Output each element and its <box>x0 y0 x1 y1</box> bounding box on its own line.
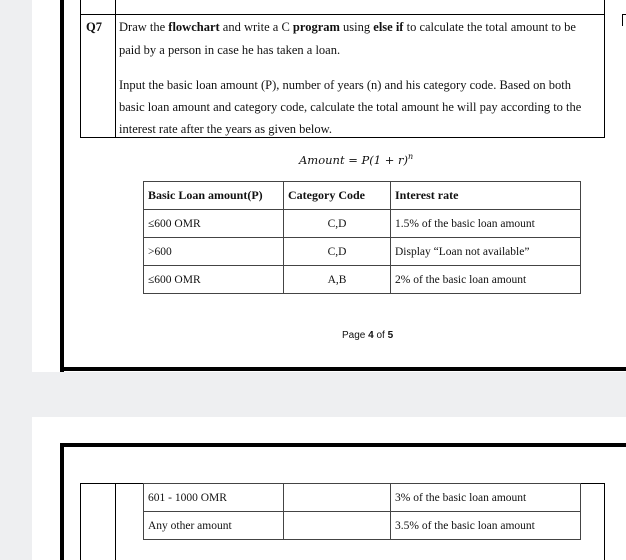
bold-term-program: program <box>292 20 340 34</box>
bold-term-flowchart: flowchart <box>168 20 220 34</box>
header-cell: Interest rate <box>391 182 581 210</box>
page-frame-left <box>60 443 64 560</box>
question-number: Q7 <box>86 20 102 34</box>
footer-text: of <box>373 330 388 341</box>
next-cell-border <box>622 14 623 26</box>
formula-exponent: n <box>408 152 414 161</box>
question-number-divider <box>115 483 116 560</box>
question-text: using <box>339 20 374 34</box>
table-cell: Any other amount <box>144 512 284 540</box>
table-cell: 3% of the basic loan amount <box>391 484 581 512</box>
bold-term-else-if: else if <box>373 20 404 34</box>
table-header-row <box>144 182 581 210</box>
question-text: and write a C <box>219 20 293 34</box>
box-left-border <box>80 0 81 138</box>
table-cell: 3.5% of the basic loan amount <box>391 512 581 540</box>
table-cell <box>284 484 391 512</box>
header-cell: Basic Loan amount(P) <box>144 182 284 210</box>
page-frame-left <box>60 0 64 372</box>
question-para2-line-2: basic loan amount and category code, calculate the total amount he will pay according to the <box>119 100 582 114</box>
table-cell: ≤600 OMR <box>144 266 284 294</box>
current-page: 4 <box>368 330 374 341</box>
page-number-footer <box>342 330 393 341</box>
table-row <box>144 512 581 540</box>
table-cell: 601 - 1000 OMR <box>144 484 284 512</box>
total-pages: 5 <box>387 330 394 341</box>
table-cell <box>284 512 391 540</box>
question-line-2: paid by a person in case he has taken a loan. <box>119 43 341 57</box>
question-number-divider <box>115 0 116 138</box>
next-cell-border-top <box>622 14 626 15</box>
box-top-border <box>80 14 605 15</box>
table-cell: >600 <box>144 238 284 266</box>
table-cell: C,D <box>284 210 391 238</box>
footer-text: Page <box>342 330 369 341</box>
box-left-border <box>80 483 81 560</box>
box-right-border <box>604 483 605 560</box>
table-cell: ≤600 OMR <box>144 210 284 238</box>
question-line-1 <box>119 16 576 39</box>
page-frame-bottom <box>60 367 626 371</box>
formula-text: Amount = P(1 + r) <box>299 152 408 167</box>
table-row <box>144 484 581 512</box>
question-para2-line-3: interest rate after the years as given below. <box>119 122 332 136</box>
document-page-5 <box>32 417 626 560</box>
document-page-4 <box>32 0 626 372</box>
table-cell: 1.5% of the basic loan amount <box>391 210 581 238</box>
question-text: Draw the <box>119 20 169 34</box>
table-row <box>144 238 581 266</box>
interest-table-continued <box>143 483 581 540</box>
table-cell: C,D <box>284 238 391 266</box>
interest-table <box>143 181 581 294</box>
amount-formula <box>299 152 413 167</box>
page-frame-top <box>60 443 626 447</box>
table-cell: A,B <box>284 266 391 294</box>
header-cell: Category Code <box>284 182 391 210</box>
table-cell: Display “Loan not available” <box>391 238 581 266</box>
table-cell: 2% of the basic loan amount <box>391 266 581 294</box>
question-text: to calculate the total amount to be <box>403 20 576 34</box>
question-para2-line-1: Input the basic loan amount (P), number of years (n) and his category code. Based on both <box>119 78 571 92</box>
box-right-border <box>604 0 605 138</box>
table-row <box>144 266 581 294</box>
table-row <box>144 210 581 238</box>
